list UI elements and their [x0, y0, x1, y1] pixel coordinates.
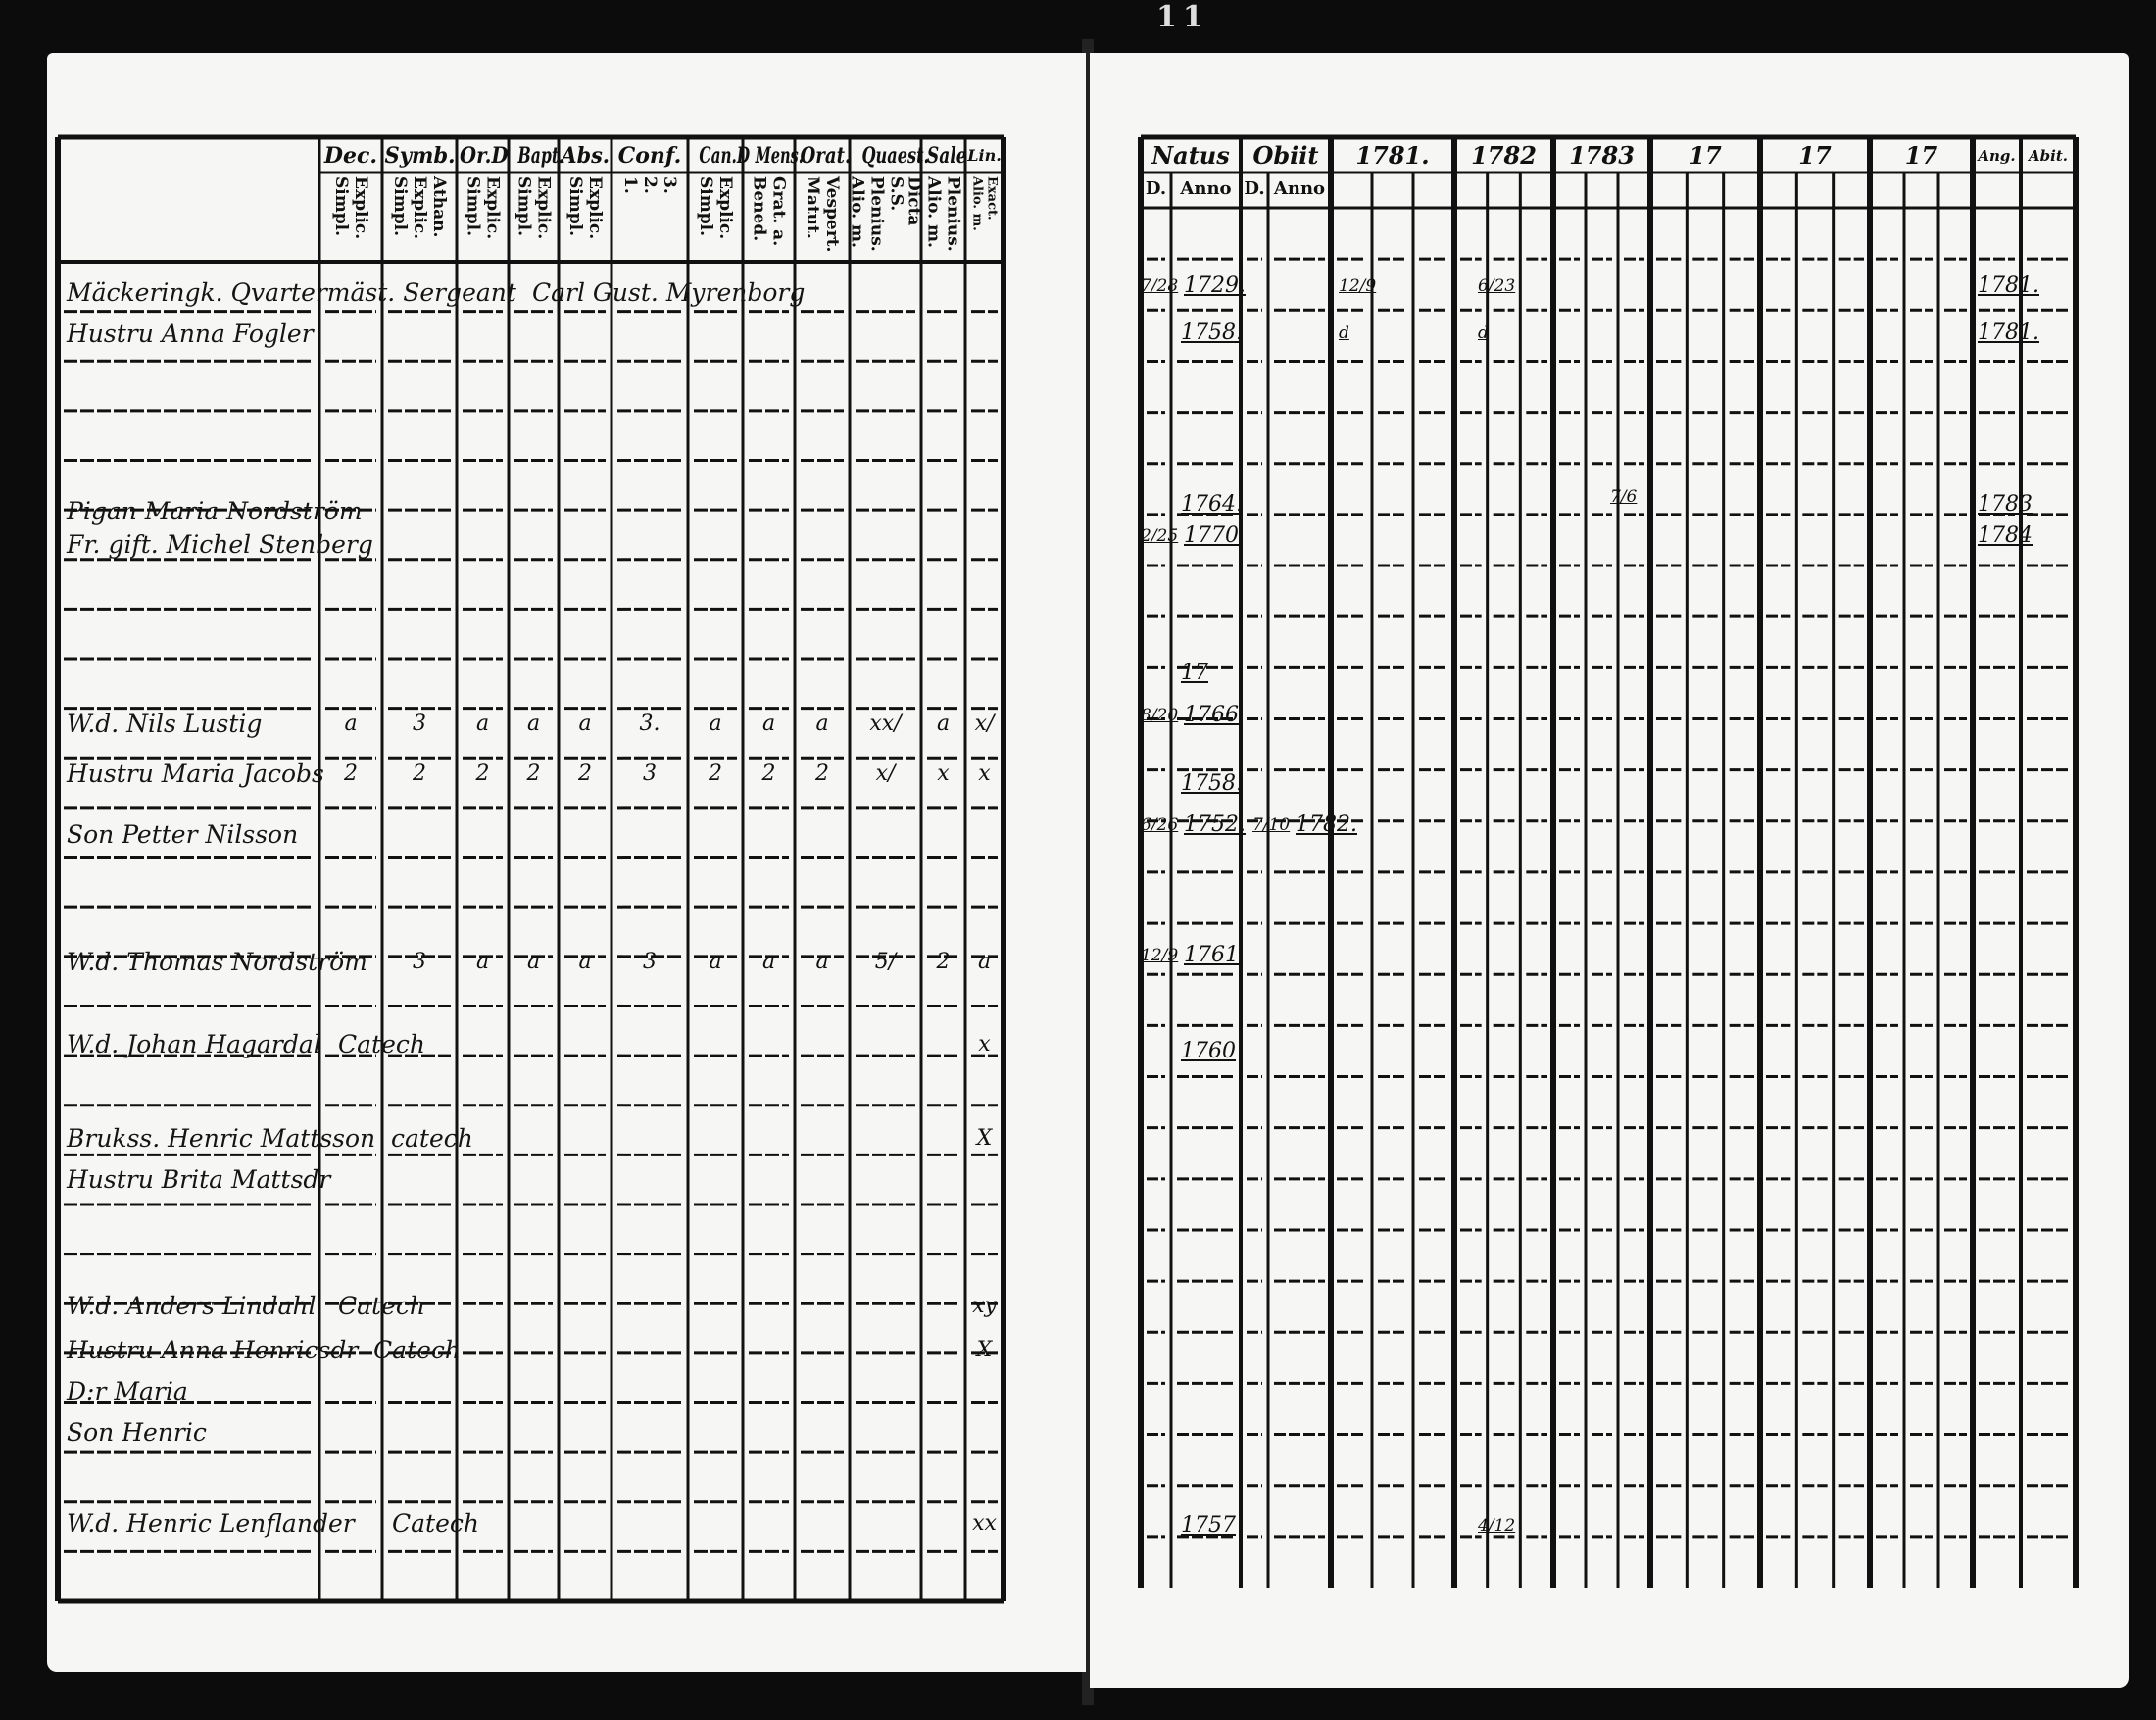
- column-header: [1141, 139, 1241, 172]
- entry-name: Son Henric: [67, 1418, 207, 1447]
- column-header-label: 17: [1904, 141, 1938, 170]
- entry-note: Catech: [338, 1030, 425, 1058]
- exam-mark: a: [578, 950, 592, 974]
- subheader-label: Alio. m.: [969, 176, 985, 231]
- entry-name: Hustru Maria Jacobs: [67, 760, 324, 788]
- register-value-natus-d: 2/25: [1141, 526, 1179, 546]
- exam-mark: 2: [815, 762, 829, 786]
- column-header-label: Conf.: [617, 143, 682, 169]
- column-subheader: [965, 176, 1004, 258]
- exam-mark: a: [761, 712, 776, 736]
- column-subheader: [382, 176, 457, 258]
- column-header: [1760, 139, 1870, 172]
- subheader-label: Explic.: [351, 176, 370, 240]
- exam-mark: xy: [972, 1294, 997, 1318]
- entry-name: Pigan Maria Nordström: [67, 497, 363, 525]
- register-value-obiit-d: 7/10: [1252, 815, 1291, 835]
- register-value-abit: 1781.: [1978, 320, 2039, 345]
- subheader-label: Simpl.: [390, 176, 410, 236]
- column-subheader: [847, 176, 924, 258]
- subheader-label: Simpl.: [514, 176, 534, 236]
- exam-mark: 2: [475, 762, 490, 786]
- exam-mark: 2: [526, 762, 541, 786]
- register-value-natus-anno: 1760: [1181, 1039, 1236, 1063]
- column-header-label: Symb.: [384, 143, 455, 169]
- entry-name: W.d. Anders Lindahl: [67, 1292, 317, 1320]
- column-subheader: Anno: [1273, 178, 1326, 199]
- column-header-label: Lin.: [967, 146, 1002, 165]
- column-header-label: 1782: [1471, 141, 1537, 170]
- subheader-label: Alio. m.: [923, 176, 944, 248]
- exam-mark: x: [978, 1032, 991, 1057]
- register-value-natus-d: 12/9: [1141, 946, 1179, 965]
- exam-mark: 3: [413, 950, 426, 974]
- register-value-natus-anno: 1758.: [1181, 771, 1243, 796]
- exam-mark: 2: [936, 950, 951, 974]
- register-value-obiit-anno: 1782.: [1296, 812, 1357, 837]
- entry-name: Hustru Anna Fogler: [67, 319, 314, 348]
- column-header-label: 17: [1689, 141, 1722, 170]
- column-header-label: Sale: [926, 143, 967, 169]
- subheader-label: Dicta S.S.: [886, 176, 924, 226]
- register-value-y1781: 12/9: [1339, 276, 1377, 296]
- entry-name: W.d. Thomas Nordström: [67, 948, 368, 976]
- register-value-y1783: 7/6: [1610, 487, 1638, 507]
- register-value-natus-anno: 1729.: [1184, 273, 1246, 298]
- subheader-label: Explic.: [585, 176, 605, 240]
- exam-mark: a: [709, 950, 722, 974]
- subheader-label: 1.: [620, 176, 640, 194]
- subheader-label: Simpl.: [696, 176, 715, 236]
- column-header-label: Mens.: [755, 143, 804, 169]
- entry-name: Son Petter Nilsson: [67, 820, 299, 849]
- exam-mark: xx/: [869, 712, 902, 736]
- entry-name: D:r Maria: [67, 1377, 188, 1405]
- column-header: [382, 139, 457, 172]
- page-number: 11: [1156, 0, 1209, 34]
- column-header-label: Orat.: [800, 143, 852, 169]
- subheader-label: Simpl.: [565, 176, 585, 236]
- column-subheader: [457, 176, 509, 258]
- exam-mark: a: [815, 950, 829, 974]
- column-subheader: Anno: [1180, 178, 1232, 199]
- column-subheader: [319, 176, 382, 258]
- column-header: [2021, 139, 2076, 172]
- register-value-y1781: d: [1339, 323, 1349, 343]
- entry-name: W.d. Nils Lustig: [67, 710, 263, 738]
- column-header-label: 17: [1798, 141, 1832, 170]
- column-subheader: [612, 176, 688, 258]
- register-value-abit: 1781.: [1978, 273, 2039, 298]
- column-subheader: D.: [1145, 178, 1167, 199]
- exam-mark: 3: [643, 762, 657, 786]
- column-subheader: [795, 176, 850, 258]
- exam-mark: 2: [578, 762, 592, 786]
- exam-mark: 3.: [639, 712, 661, 736]
- entry-name: W.d. Henric Lenflander: [67, 1509, 355, 1538]
- register-value-abit: 1783: [1978, 492, 2033, 516]
- exam-mark: a: [526, 950, 541, 974]
- column-header-label: 1781.: [1355, 141, 1430, 170]
- column-header-label: Or.D: [460, 143, 509, 169]
- register-value-natus-anno: 17: [1181, 661, 1208, 685]
- subheader-label: Explic.: [482, 176, 503, 240]
- exam-mark: a: [526, 712, 541, 736]
- register-value-natus-anno: 1752.: [1184, 812, 1246, 837]
- entry-note: Catech: [392, 1509, 479, 1538]
- column-header: [688, 139, 751, 172]
- entry-name: Mäckeringk. Qvartermäst. Sergeant: [67, 278, 516, 307]
- column-header: [1331, 139, 1454, 172]
- register-value-abit: 1784: [1978, 523, 2033, 548]
- exam-mark: 2: [344, 762, 358, 786]
- register-value-natus-d: 6/26: [1141, 815, 1179, 835]
- subheader-label: Simpl.: [331, 176, 351, 236]
- entry-name: W.d. Johan Hagardal: [67, 1030, 321, 1058]
- column-subheader: [559, 176, 612, 258]
- exam-mark: 2: [709, 762, 722, 786]
- register-value-natus-d: 7/28: [1141, 276, 1179, 296]
- column-subheader: [688, 176, 743, 258]
- exam-mark: 3: [643, 950, 657, 974]
- register-value-natus-anno: 1766: [1184, 703, 1239, 727]
- subheader-label: Matut.: [803, 176, 822, 239]
- column-header-label: Ang.: [1978, 147, 2016, 165]
- subheader-label: Plenius.: [943, 176, 963, 252]
- subheader-label: Athan.: [429, 176, 449, 238]
- subheader-label: Grat. a.: [768, 176, 789, 247]
- exam-mark: a: [344, 712, 358, 736]
- column-header: [1454, 139, 1553, 172]
- subheader-label: 3.: [660, 176, 679, 194]
- column-header: [795, 139, 850, 172]
- register-value-natus-anno: 1757: [1181, 1513, 1236, 1538]
- column-header: [559, 139, 612, 172]
- column-header-label: Abit.: [2029, 147, 2068, 165]
- exam-mark: x: [937, 762, 950, 786]
- column-header: [1553, 139, 1650, 172]
- exam-mark: x/: [974, 712, 995, 736]
- exam-mark: 2: [761, 762, 776, 786]
- column-header: [965, 139, 1004, 172]
- entry-name: Hustru Brita Mattsdr: [67, 1165, 331, 1194]
- column-header-label: Can.D: [699, 143, 751, 169]
- column-header-label: Dec.: [323, 143, 378, 169]
- register-value-natus-anno: 1758.: [1181, 320, 1243, 345]
- register-value-natus-anno: 1761: [1184, 943, 1239, 967]
- column-header-label: Natus: [1152, 141, 1230, 170]
- exam-mark: a: [815, 712, 829, 736]
- entry-note: Catech: [373, 1336, 461, 1364]
- exam-mark: a: [475, 950, 490, 974]
- exam-mark: xx: [972, 1511, 997, 1536]
- exam-mark: X: [976, 1338, 993, 1362]
- right-page: [1090, 53, 2129, 1688]
- subheader-label: Explic.: [410, 176, 429, 240]
- column-header: [457, 139, 509, 172]
- entry-note: catech: [391, 1124, 473, 1153]
- column-header: [1973, 139, 2021, 172]
- subheader-label: Alio. m.: [847, 176, 867, 248]
- exam-mark: a: [936, 712, 951, 736]
- column-subheader: [921, 176, 965, 258]
- register-value-natus-anno: 1764.: [1181, 492, 1243, 516]
- column-subheader: [743, 176, 795, 258]
- column-header: [921, 139, 965, 172]
- subheader-label: Bened.: [749, 176, 769, 242]
- entry-name: Hustru Anna Henricsdr: [67, 1336, 359, 1364]
- column-subheader: [509, 176, 559, 258]
- column-header-label: Bapt.: [517, 143, 564, 169]
- column-header-label: Abs.: [561, 143, 610, 169]
- column-header: [509, 139, 564, 172]
- column-header-label: Obiit: [1252, 141, 1319, 170]
- register-value-natus-anno: 1770: [1184, 523, 1239, 548]
- column-header: [743, 139, 804, 172]
- subheader-label: Exact.: [984, 176, 1000, 221]
- column-header: [612, 139, 688, 172]
- entry-name: Fr. gift. Michel Stenberg: [67, 530, 373, 559]
- subheader-label: Explic.: [533, 176, 554, 240]
- column-subheader: D.: [1244, 178, 1265, 199]
- subheader-label: Plenius.: [866, 176, 887, 252]
- register-value-y1782: 4/12: [1478, 1516, 1516, 1536]
- column-header: [319, 139, 382, 172]
- entry-name: Brukss. Henric Mattsson: [67, 1124, 376, 1153]
- exam-mark: X: [976, 1126, 993, 1151]
- exam-mark: 5/: [874, 950, 897, 974]
- exam-mark: x: [978, 762, 991, 786]
- register-value-natus-d: 8/20: [1141, 706, 1179, 725]
- column-header: [850, 139, 930, 172]
- subheader-label: Simpl.: [463, 176, 483, 236]
- column-header: [1870, 139, 1973, 172]
- exam-mark: 2: [413, 762, 426, 786]
- column-header-label: 1783: [1569, 141, 1635, 170]
- column-header-label: Quaest.: [861, 143, 930, 169]
- entry-note: Carl Gust. Myrenborg: [532, 278, 806, 307]
- column-header: [1241, 139, 1331, 172]
- exam-mark: a: [977, 950, 992, 974]
- exam-mark: a: [475, 712, 490, 736]
- exam-mark: 3: [413, 712, 426, 736]
- exam-mark: x/: [875, 762, 896, 786]
- exam-mark: a: [709, 712, 722, 736]
- exam-mark: a: [761, 950, 776, 974]
- subheader-label: 2.: [640, 176, 660, 194]
- register-value-y1782: 6/23: [1478, 276, 1516, 296]
- register-value-y1782: d: [1478, 323, 1489, 343]
- subheader-label: Explic.: [715, 176, 735, 240]
- entry-note: Catech: [338, 1292, 425, 1320]
- exam-mark: a: [578, 712, 592, 736]
- subheader-label: Vespert.: [822, 176, 842, 253]
- column-header: [1650, 139, 1760, 172]
